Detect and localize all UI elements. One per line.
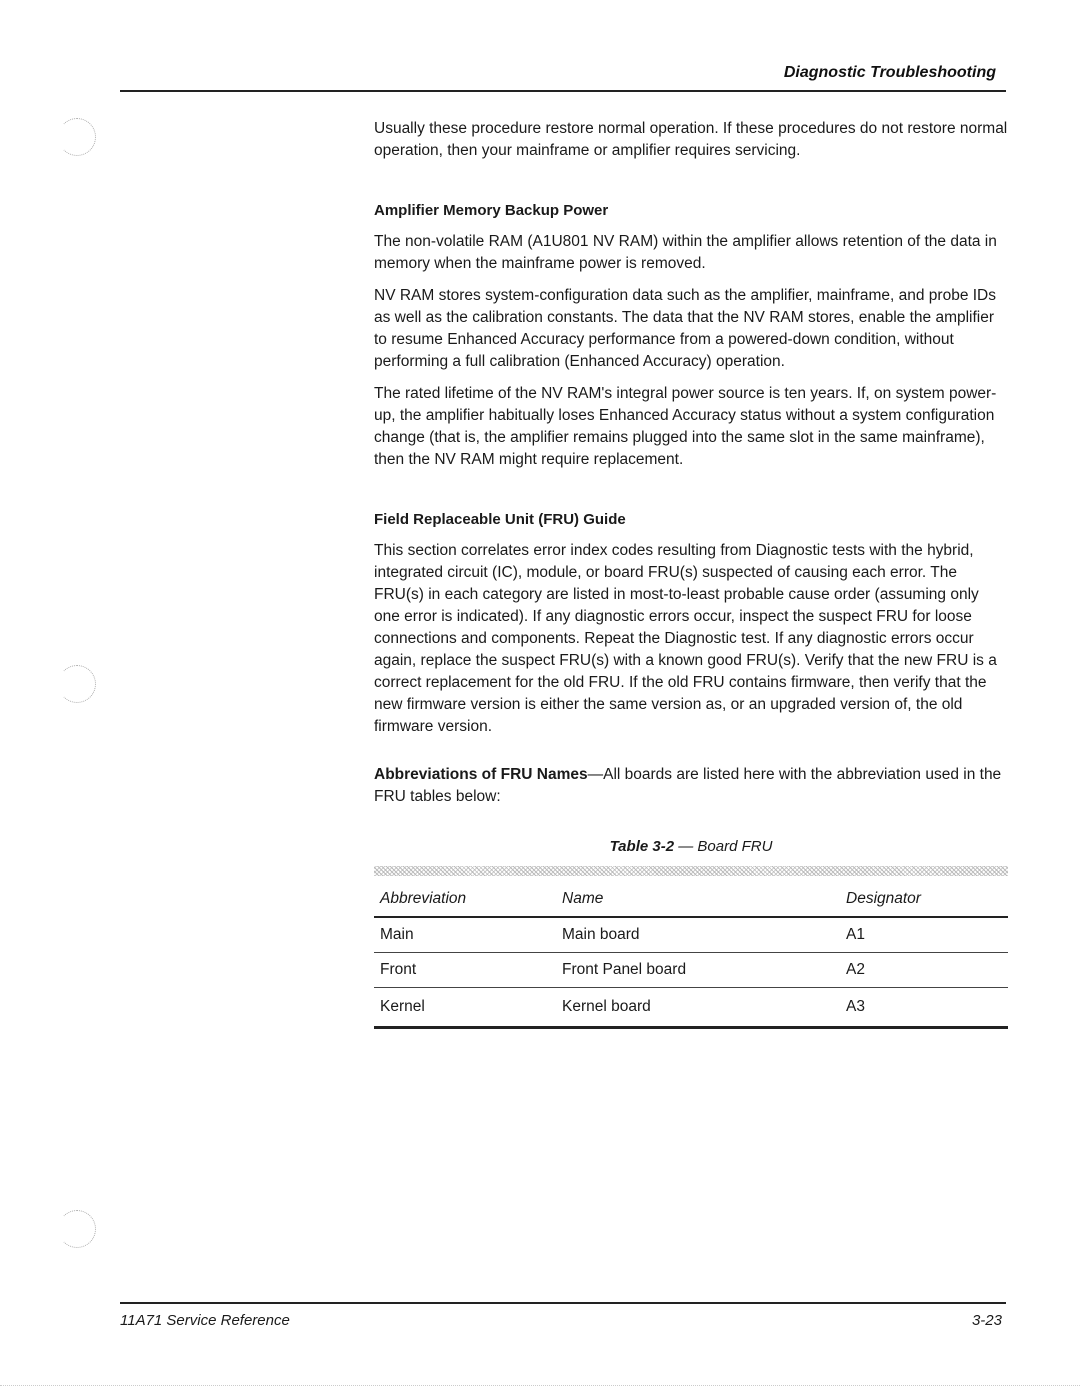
table-caption — [374, 836, 1008, 858]
caption-separator: — — [674, 838, 698, 855]
paragraph: The non-volatile RAM (A1U801 NV RAM) within the amplifier allows retention of the data in memory when the mainframe power is removed. — [374, 233, 997, 272]
abbreviations-lead: Abbreviations of FRU Names — [374, 766, 588, 783]
page-number: 3-23 — [971, 1312, 1002, 1329]
punch-hole-mark — [58, 118, 96, 156]
table-header-row — [374, 882, 1008, 917]
punch-hole-mark — [58, 665, 96, 703]
table-shading-bar — [374, 866, 1008, 876]
section-heading-memory-backup: Amplifier Memory Backup Power — [374, 202, 609, 219]
table-row — [374, 917, 1008, 953]
paragraph: The rated lifetime of the NV RAM's integral power source is ten years. If, on system power-up, the amplifier habitually loses Enhanced Accuracy status without a system configuration change (that is, the amplifier remains plugged into the same slot in the same mainframe), then the NV RAM might require replacement. — [374, 385, 997, 468]
column-header-name: Name — [556, 882, 840, 917]
running-header: Diagnostic Troubleshooting — [783, 64, 996, 81]
abbreviations-paragraph — [374, 764, 1008, 808]
cell-designator: A2 — [840, 953, 1008, 988]
table-number: Table 3-2 — [609, 838, 675, 855]
footer-rule — [120, 1302, 1006, 1304]
footer-manual-title: 11A71 Service Reference — [120, 1312, 290, 1329]
paragraph: NV RAM stores system-configuration data such as the amplifier, mainframe, and probe IDs as well as the calibration constants. The data that the NV RAM stores, enable the amplifier to resume Enhanced Accuracy performance from a powered-down condition, without performing a full calibration (Enhanced Accuracy) operation. — [374, 287, 996, 370]
section-heading-fru-guide: Field Replaceable Unit (FRU) Guide — [374, 511, 626, 528]
cell-name: Kernel board — [556, 988, 840, 1028]
abbreviations-text: —All boards are listed here with the abbreviation used in the FRU tables below: — [374, 766, 1002, 805]
intro-paragraph: Usually these procedure restore normal operation. If these procedures do not restore normal operation, then your mainframe or amplifier requires servicing. — [374, 120, 1008, 159]
table-row — [374, 953, 1008, 988]
cell-abbreviation: Front — [374, 953, 556, 988]
cell-designator: A3 — [840, 988, 1008, 1028]
page-body — [374, 118, 1008, 1029]
punch-hole-mark — [58, 1210, 96, 1248]
paragraph: This section correlates error index codes resulting from Diagnostic tests with the hybrid, integrated circuit (IC), module, or board FRU(s) suspected of causing each error. The FRU(s) in each category are listed in most-to-least probable cause order (assuming only one error is indicated). If any diagnostic errors occur, inspect the suspect FRU for loose connections and components. Repeat the Diagnostic test. If any diagnostic errors occur again, replace the suspect FRU(s) with a known good FRU(s). Verify that the new FRU is a correct replacement for the old FRU. If the old FRU contains firmware, then verify that the new firmware version is either the same version as, or an upgraded version of, the old firmware version. — [374, 542, 997, 735]
board-fru-table — [374, 882, 1008, 1029]
cell-name: Main board — [556, 917, 840, 953]
table-title: Board FRU — [697, 838, 773, 855]
column-header-abbreviation: Abbreviation — [374, 882, 556, 917]
table-row — [374, 988, 1008, 1028]
header-rule — [120, 90, 1006, 92]
cell-abbreviation: Main — [374, 917, 556, 953]
column-header-designator: Designator — [840, 882, 1008, 917]
cell-name: Front Panel board — [556, 953, 840, 988]
cell-abbreviation: Kernel — [374, 988, 556, 1028]
scan-edge — [0, 1385, 1080, 1386]
cell-designator: A1 — [840, 917, 1008, 953]
